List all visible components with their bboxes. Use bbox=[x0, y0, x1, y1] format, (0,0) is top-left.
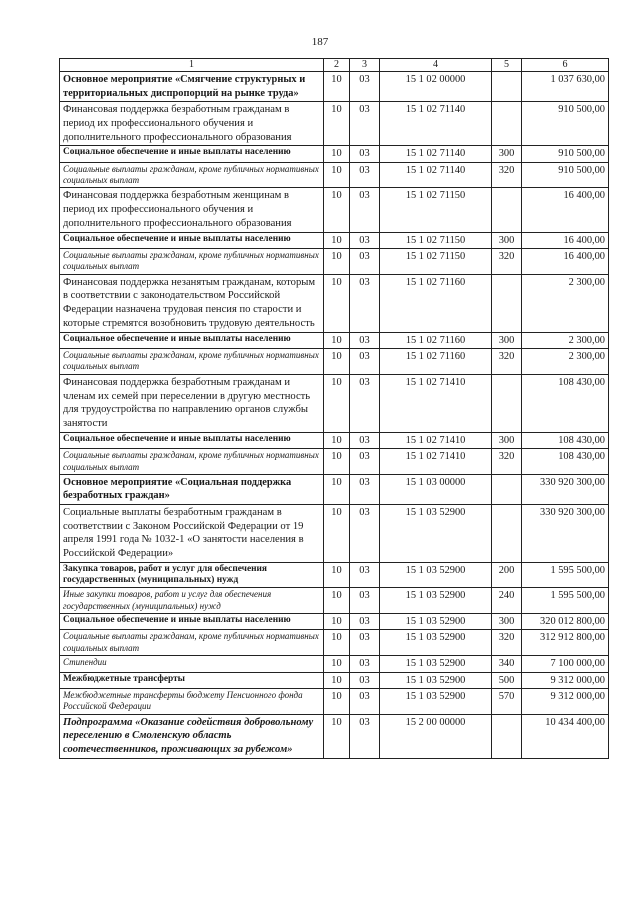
subsection-code-cell: 03 bbox=[350, 72, 380, 102]
section-code-cell: 10 bbox=[324, 274, 350, 332]
section-code-cell: 10 bbox=[324, 162, 350, 188]
target-item-code-cell: 15 1 02 71140 bbox=[380, 146, 492, 163]
section-code-cell: 10 bbox=[324, 449, 350, 475]
row-name-cell: Подпрограмма «Оказание содействия добровольному переселению в Смоленскую область соотечественников, проживающих за рубежом» bbox=[60, 714, 324, 758]
page-number: 187 bbox=[311, 36, 329, 48]
amount-cell: 330 920 300,00 bbox=[522, 474, 609, 504]
amount-cell: 9 312 000,00 bbox=[522, 689, 609, 715]
table-row bbox=[60, 672, 609, 689]
expense-type-code-cell: 320 bbox=[492, 162, 522, 188]
amount-cell: 2 300,00 bbox=[522, 274, 609, 332]
row-name-cell: Основное мероприятие «Социальная поддержка безработных граждан» bbox=[60, 474, 324, 504]
row-name-cell: Социальные выплаты гражданам, кроме публичных нормативных социальных выплат bbox=[60, 449, 324, 475]
section-code-cell: 10 bbox=[324, 562, 350, 588]
subsection-code-cell: 03 bbox=[350, 655, 380, 672]
row-name-cell: Основное мероприятие «Смягчение структурных и территориальных диспропорций на рынке труда» bbox=[60, 72, 324, 102]
subsection-code-cell: 03 bbox=[350, 274, 380, 332]
row-name-cell: Социальные выплаты гражданам, кроме публичных нормативных социальных выплат bbox=[60, 249, 324, 275]
budget-table bbox=[59, 58, 609, 759]
row-name-cell: Социальное обеспечение и иные выплаты населению bbox=[60, 432, 324, 449]
target-item-code-cell: 15 1 02 71160 bbox=[380, 274, 492, 332]
table-row bbox=[60, 332, 609, 349]
row-name-cell: Финансовая поддержка безработным гражданам в период их профессионального обучения и дополнительного профессионального образования bbox=[60, 102, 324, 146]
section-code-cell: 10 bbox=[324, 232, 350, 249]
section-code-cell: 10 bbox=[324, 474, 350, 504]
subsection-code-cell: 03 bbox=[350, 474, 380, 504]
amount-cell: 108 430,00 bbox=[522, 374, 609, 432]
target-item-code-cell: 15 1 02 71140 bbox=[380, 162, 492, 188]
table-row bbox=[60, 349, 609, 375]
target-item-code-cell: 15 1 03 52900 bbox=[380, 689, 492, 715]
header-cell-col2: 2 bbox=[324, 59, 350, 72]
subsection-code-cell: 03 bbox=[350, 449, 380, 475]
target-item-code-cell: 15 1 02 71410 bbox=[380, 449, 492, 475]
expense-type-code-cell: 570 bbox=[492, 689, 522, 715]
subsection-code-cell: 03 bbox=[350, 432, 380, 449]
subsection-code-cell: 03 bbox=[350, 374, 380, 432]
table-row bbox=[60, 588, 609, 614]
expense-type-code-cell: 300 bbox=[492, 332, 522, 349]
target-item-code-cell: 15 1 02 71410 bbox=[380, 432, 492, 449]
expense-type-code-cell bbox=[492, 374, 522, 432]
table-row bbox=[60, 474, 609, 504]
expense-type-code-cell: 500 bbox=[492, 672, 522, 689]
subsection-code-cell: 03 bbox=[350, 232, 380, 249]
row-name-cell: Социальное обеспечение и иные выплаты населению bbox=[60, 232, 324, 249]
amount-cell: 910 500,00 bbox=[522, 162, 609, 188]
row-name-cell: Финансовая поддержка безработным гражданам и членам их семей при переселении в другую местность для трудоустройства по направлению органов службы занятости bbox=[60, 374, 324, 432]
table-row bbox=[60, 162, 609, 188]
expense-type-code-cell bbox=[492, 714, 522, 758]
table-row bbox=[60, 504, 609, 562]
target-item-code-cell: 15 1 03 52900 bbox=[380, 504, 492, 562]
amount-cell: 320 012 800,00 bbox=[522, 613, 609, 630]
section-code-cell: 10 bbox=[324, 332, 350, 349]
section-code-cell: 10 bbox=[324, 714, 350, 758]
section-code-cell: 10 bbox=[324, 588, 350, 614]
target-item-code-cell: 15 1 03 52900 bbox=[380, 630, 492, 656]
section-code-cell: 10 bbox=[324, 374, 350, 432]
table-row bbox=[60, 72, 609, 102]
subsection-code-cell: 03 bbox=[350, 146, 380, 163]
amount-cell: 910 500,00 bbox=[522, 146, 609, 163]
row-name-cell: Социальные выплаты гражданам, кроме публичных нормативных социальных выплат bbox=[60, 349, 324, 375]
amount-cell: 2 300,00 bbox=[522, 332, 609, 349]
table-row bbox=[60, 613, 609, 630]
section-code-cell: 10 bbox=[324, 630, 350, 656]
row-name-cell: Социальные выплаты безработным гражданам в соответствии с Законом Российской Федерации от 19 апреля 1991 года № 1032-1 «О занятости населения в Российской Федерации» bbox=[60, 504, 324, 562]
amount-cell: 7 100 000,00 bbox=[522, 655, 609, 672]
row-name-cell: Социальное обеспечение и иные выплаты населению bbox=[60, 332, 324, 349]
table-row bbox=[60, 562, 609, 588]
subsection-code-cell: 03 bbox=[350, 162, 380, 188]
section-code-cell: 10 bbox=[324, 72, 350, 102]
amount-cell: 1 037 630,00 bbox=[522, 72, 609, 102]
row-name-cell: Стипендии bbox=[60, 655, 324, 672]
amount-cell: 1 595 500,00 bbox=[522, 562, 609, 588]
amount-cell: 910 500,00 bbox=[522, 102, 609, 146]
header-cell-col4: 4 bbox=[380, 59, 492, 72]
header-cell-col6: 6 bbox=[522, 59, 609, 72]
target-item-code-cell: 15 1 03 52900 bbox=[380, 655, 492, 672]
amount-cell: 16 400,00 bbox=[522, 188, 609, 232]
subsection-code-cell: 03 bbox=[350, 630, 380, 656]
expense-type-code-cell bbox=[492, 274, 522, 332]
row-name-cell: Финансовая поддержка незанятым гражданам, которым в соответствии с законодательством Российской Федерации назначена трудовая пенсия по старости и которые стремятся возобновить трудовую деятельность bbox=[60, 274, 324, 332]
amount-cell: 1 595 500,00 bbox=[522, 588, 609, 614]
table-row bbox=[60, 714, 609, 758]
target-item-code-cell: 15 1 02 71160 bbox=[380, 349, 492, 375]
subsection-code-cell: 03 bbox=[350, 249, 380, 275]
target-item-code-cell: 15 1 03 52900 bbox=[380, 672, 492, 689]
amount-cell: 16 400,00 bbox=[522, 232, 609, 249]
subsection-code-cell: 03 bbox=[350, 672, 380, 689]
target-item-code-cell: 15 1 02 71150 bbox=[380, 188, 492, 232]
section-code-cell: 10 bbox=[324, 249, 350, 275]
subsection-code-cell: 03 bbox=[350, 188, 380, 232]
section-code-cell: 10 bbox=[324, 432, 350, 449]
target-item-code-cell: 15 1 02 71150 bbox=[380, 249, 492, 275]
header-cell-col3: 3 bbox=[350, 59, 380, 72]
expense-type-code-cell: 320 bbox=[492, 249, 522, 275]
expense-type-code-cell bbox=[492, 504, 522, 562]
table-row bbox=[60, 630, 609, 656]
section-code-cell: 10 bbox=[324, 188, 350, 232]
expense-type-code-cell: 320 bbox=[492, 630, 522, 656]
expense-type-code-cell bbox=[492, 474, 522, 504]
table-row bbox=[60, 249, 609, 275]
expense-type-code-cell: 300 bbox=[492, 232, 522, 249]
row-name-cell: Иные закупки товаров, работ и услуг для обеспечения государственных (муниципальных) нужд bbox=[60, 588, 324, 614]
header-cell-col1: 1 bbox=[60, 59, 324, 72]
amount-cell: 330 920 300,00 bbox=[522, 504, 609, 562]
subsection-code-cell: 03 bbox=[350, 562, 380, 588]
section-code-cell: 10 bbox=[324, 102, 350, 146]
subsection-code-cell: 03 bbox=[350, 689, 380, 715]
target-item-code-cell: 15 1 02 71150 bbox=[380, 232, 492, 249]
expense-type-code-cell bbox=[492, 102, 522, 146]
target-item-code-cell: 15 1 03 52900 bbox=[380, 613, 492, 630]
amount-cell: 108 430,00 bbox=[522, 449, 609, 475]
amount-cell: 108 430,00 bbox=[522, 432, 609, 449]
table-body bbox=[60, 72, 609, 759]
target-item-code-cell: 15 2 00 00000 bbox=[380, 714, 492, 758]
table-row bbox=[60, 655, 609, 672]
amount-cell: 312 912 800,00 bbox=[522, 630, 609, 656]
subsection-code-cell: 03 bbox=[350, 102, 380, 146]
section-code-cell: 10 bbox=[324, 655, 350, 672]
target-item-code-cell: 15 1 03 52900 bbox=[380, 588, 492, 614]
section-code-cell: 10 bbox=[324, 672, 350, 689]
section-code-cell: 10 bbox=[324, 689, 350, 715]
amount-cell: 9 312 000,00 bbox=[522, 672, 609, 689]
row-name-cell: Социальное обеспечение и иные выплаты населению bbox=[60, 613, 324, 630]
amount-cell: 16 400,00 bbox=[522, 249, 609, 275]
subsection-code-cell: 03 bbox=[350, 588, 380, 614]
section-code-cell: 10 bbox=[324, 504, 350, 562]
subsection-code-cell: 03 bbox=[350, 714, 380, 758]
table-row bbox=[60, 274, 609, 332]
table-row bbox=[60, 102, 609, 146]
table-row bbox=[60, 188, 609, 232]
header-cell-col5: 5 bbox=[492, 59, 522, 72]
expense-type-code-cell: 240 bbox=[492, 588, 522, 614]
expense-type-code-cell: 320 bbox=[492, 449, 522, 475]
amount-cell: 2 300,00 bbox=[522, 349, 609, 375]
table-row bbox=[60, 689, 609, 715]
header-row bbox=[60, 59, 609, 72]
subsection-code-cell: 03 bbox=[350, 613, 380, 630]
row-name-cell: Социальные выплаты гражданам, кроме публичных нормативных социальных выплат bbox=[60, 630, 324, 656]
table-row bbox=[60, 232, 609, 249]
expense-type-code-cell: 300 bbox=[492, 613, 522, 630]
section-code-cell: 10 bbox=[324, 349, 350, 375]
target-item-code-cell: 15 1 03 00000 bbox=[380, 474, 492, 504]
subsection-code-cell: 03 bbox=[350, 504, 380, 562]
expense-type-code-cell bbox=[492, 188, 522, 232]
row-name-cell: Закупка товаров, работ и услуг для обеспечения государственных (муниципальных) нужд bbox=[60, 562, 324, 588]
subsection-code-cell: 03 bbox=[350, 349, 380, 375]
expense-type-code-cell: 340 bbox=[492, 655, 522, 672]
table-row bbox=[60, 432, 609, 449]
table-row bbox=[60, 449, 609, 475]
row-name-cell: Межбюджетные трансферты бюджету Пенсионного фонда Российской Федерации bbox=[60, 689, 324, 715]
expense-type-code-cell: 300 bbox=[492, 146, 522, 163]
target-item-code-cell: 15 1 02 71140 bbox=[380, 102, 492, 146]
row-name-cell: Межбюджетные трансферты bbox=[60, 672, 324, 689]
table-row bbox=[60, 146, 609, 163]
target-item-code-cell: 15 1 02 00000 bbox=[380, 72, 492, 102]
expense-type-code-cell: 200 bbox=[492, 562, 522, 588]
target-item-code-cell: 15 1 02 71160 bbox=[380, 332, 492, 349]
row-name-cell: Социальные выплаты гражданам, кроме публичных нормативных социальных выплат bbox=[60, 162, 324, 188]
section-code-cell: 10 bbox=[324, 146, 350, 163]
subsection-code-cell: 03 bbox=[350, 332, 380, 349]
row-name-cell: Финансовая поддержка безработным женщинам в период их профессионального обучения и дополнительного профессионального образования bbox=[60, 188, 324, 232]
target-item-code-cell: 15 1 02 71410 bbox=[380, 374, 492, 432]
amount-cell: 10 434 400,00 bbox=[522, 714, 609, 758]
section-code-cell: 10 bbox=[324, 613, 350, 630]
expense-type-code-cell: 320 bbox=[492, 349, 522, 375]
target-item-code-cell: 15 1 03 52900 bbox=[380, 562, 492, 588]
expense-type-code-cell: 300 bbox=[492, 432, 522, 449]
expense-type-code-cell bbox=[492, 72, 522, 102]
table-row bbox=[60, 374, 609, 432]
row-name-cell: Социальное обеспечение и иные выплаты населению bbox=[60, 146, 324, 163]
